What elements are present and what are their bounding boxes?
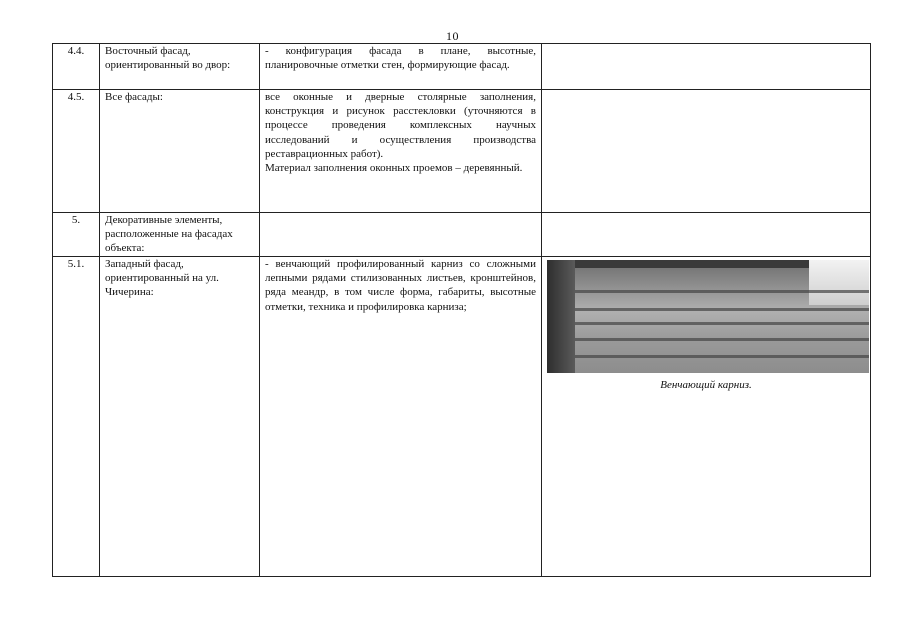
row-element-name: Восточный фасад, ориентированный во двор: bbox=[100, 44, 260, 90]
row-description: все оконные и дверные столярные заполнения, конструкция и рисунок расстекловки (уточняются в процессе проведения комплексных научных исследований и осуществления производства реставрационных работ). bbox=[265, 91, 536, 160]
row-element-name: Западный фасад, ориентированный на ул. Чичерина: bbox=[100, 257, 260, 577]
row-description-material: Материал заполнения оконных проемов – деревянный. bbox=[265, 162, 523, 175]
row-photo-cell bbox=[542, 44, 871, 90]
row-element-name: Все фасады: bbox=[100, 90, 260, 213]
page-number: 10 bbox=[446, 29, 459, 43]
table-row bbox=[53, 90, 871, 213]
row-photo-cell bbox=[542, 257, 871, 577]
cornice-photo bbox=[547, 260, 869, 373]
row-description: - венчающий профилированный карниз со сложными лепными рядами стилизованных листьев, кронштейнов, ряда меандр, в том числе форма, габариты, высотные отметки, техника и профилировка карниза; bbox=[260, 257, 542, 577]
row-description-cell bbox=[260, 90, 542, 213]
protected-elements-table bbox=[52, 43, 871, 577]
row-description bbox=[260, 213, 542, 257]
photo-caption: Венчающий карниз. bbox=[660, 379, 752, 391]
row-number: 5.1. bbox=[53, 257, 100, 577]
row-description: - конфигурация фасада в плане, высотные, планировочные отметки стен, формирующие фасад. bbox=[260, 44, 542, 90]
row-number: 4.4. bbox=[53, 44, 100, 90]
row-photo-cell bbox=[542, 90, 871, 213]
row-photo-cell bbox=[542, 213, 871, 257]
table-row bbox=[53, 44, 871, 90]
table-row bbox=[53, 257, 871, 577]
table-row bbox=[53, 213, 871, 257]
row-number: 5. bbox=[53, 213, 100, 257]
row-element-name: Декоративные элементы, расположенные на фасадах объекта: bbox=[100, 213, 260, 257]
row-number: 4.5. bbox=[53, 90, 100, 213]
